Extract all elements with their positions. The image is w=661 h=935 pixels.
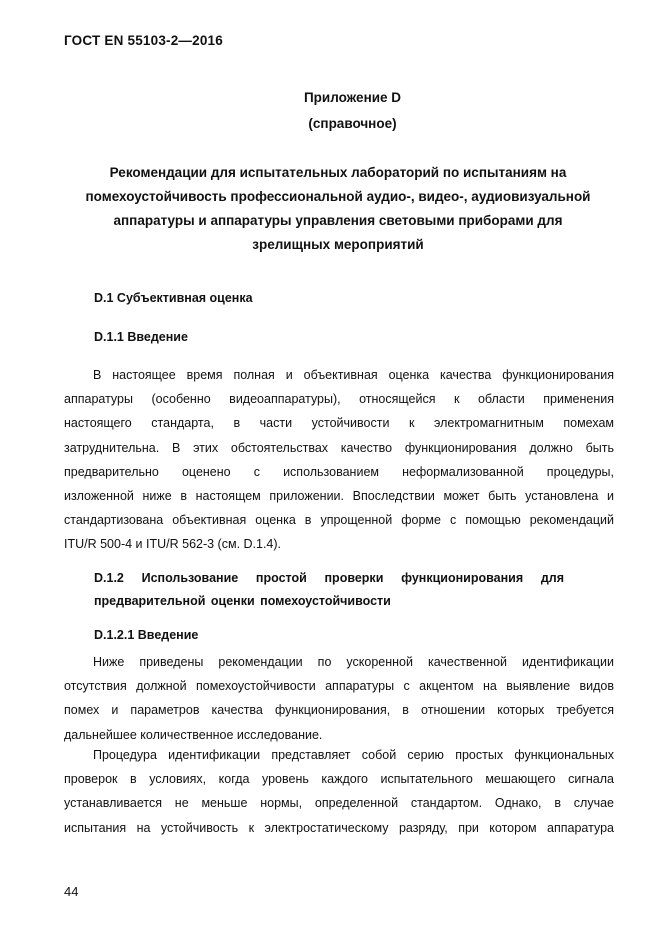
annex-heading-line: помехоустойчивость профессиональной аудио-, видео-, аудиовизуальной [85, 189, 591, 204]
paragraph-line: испытания на устойчивость к электростатическому разряду, при котором аппаратура [64, 820, 614, 835]
section-d12-heading-line: D.1.2 Использование простой проверки функционирования для [94, 571, 564, 585]
paragraph-line: Ниже приведены рекомендации по ускоренной качественной идентификации [93, 655, 614, 669]
section-d121-paragraph-2 [64, 743, 614, 840]
document-standard-header: ГОСТ EN 55103-2—2016 [64, 33, 223, 48]
paragraph-line: проверок в условиях, когда уровень каждого испытательного мешающего сигнала [64, 772, 614, 787]
section-d121-paragraph-1 [64, 650, 614, 747]
paragraph-line: стандартизована объективная оценка в упрощенной форме с помощью рекомендаций [64, 513, 614, 528]
paragraph-line: предварительно оценено с использованием неформализованной процедуры, [64, 464, 614, 479]
page-number: 44 [64, 884, 79, 899]
paragraph-line: В настоящее время полная и объективная оценка качества функционирования [93, 368, 614, 382]
paragraph-line: дальнейшее количественное исследование. [64, 727, 323, 742]
annex-heading-line: аппаратуры и аппаратуры управления световыми приборами для [113, 213, 563, 228]
annex-heading-line: зрелищных мероприятий [252, 237, 424, 252]
section-d121-heading: D.1.2.1 Введение [94, 628, 199, 642]
paragraph-line: настоящего стандарта, в части устойчивости к электромагнитным помехам [64, 416, 614, 431]
paragraph-line: аппаратуры (особенно видеоаппаратуры), относящейся к области применения [64, 392, 614, 407]
section-d12-heading-line: предварительной оценки помехоустойчивости [94, 594, 391, 608]
annex-subtitle: (справочное) [308, 116, 397, 131]
paragraph-line: Процедура идентификации представляет собой серию простых функциональных [93, 748, 614, 762]
section-d11-paragraph [64, 363, 614, 557]
paragraph-line: ITU/R 500-4 и ITU/R 562-3 (см. D.1.4). [64, 537, 282, 552]
paragraph-line: отсутствия должной помехоустойчивости аппаратуры с акцентом на выявление видов [64, 679, 614, 694]
paragraph-line: помех и параметров качества функционирования, в отношении которых требуется [64, 703, 614, 718]
annex-heading-line: Рекомендации для испытательных лабораторий по испытаниям на [109, 165, 567, 180]
section-d11-heading: D.1.1 Введение [94, 330, 188, 344]
paragraph-line: изложенной ниже в настоящем приложении. Впоследствии может быть установлена и [64, 488, 614, 503]
paragraph-line: устанавливается не меньше нормы, определенной стандартом. Однако, в случае [64, 796, 614, 811]
section-d12-heading [94, 567, 564, 613]
paragraph-line: затруднительна. В этих обстоятельствах качество функционирования должно быть [64, 440, 614, 455]
annex-title: Приложение D [303, 90, 402, 105]
annex-heading [64, 161, 612, 257]
section-d1-heading: D.1 Субъективная оценка [94, 291, 253, 305]
